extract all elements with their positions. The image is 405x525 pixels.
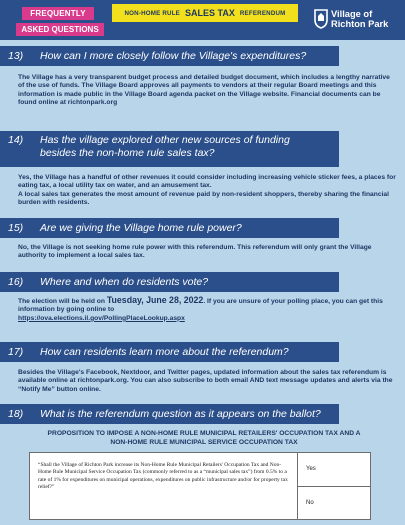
village-logo-icon [314,9,328,29]
title-main: SALES TAX [185,8,235,18]
polling-place-link[interactable]: https://ova.elections.il.gov/PollingPlaceLookup.aspx [18,314,185,322]
ballot-question: “Shall the Village of Richton Park increase its Non-Home Rule Municipal Retailers' Occupation Tax and Non-Home Rule Municipal Service Occupation Tax (commonly referred to as a “municipal sales tax”) from 0.5% to a rate of 1% for expenditures on municipal operations, expenditures on public infrastructure and/or for property tax relief?” [30,453,298,519]
question-16: 16) Where and when do residents vote? [0,272,339,292]
title-left: NON-HOME RULE [124,9,181,17]
answer-16-post: . If you are unsure of your polling place, you can get this information by going online to [18,298,383,314]
proposition-heading [14,430,394,447]
election-date: Tuesday, June 28, 2022 [106,295,204,305]
question-15: 15) Are we giving the Village home rule power? [0,218,339,238]
answer-16 [18,296,398,323]
question-14: 14) Has the village explored other new sources of funding besides the non-home rule sales tax? [0,131,339,167]
question-17: 17) How can residents learn more about the referendum? [0,342,339,362]
question-17-text: How can residents learn more about the referendum? [40,345,289,358]
question-18: 18) What is the referendum question as it appears on the ballot? [0,404,339,424]
answer-14-p1: Yes, the Village has a handful of other revenues it could consider including increasing vehicle sticker fees, a places for eating tax, a local utility tax on water, and an amusement tax. [18,174,396,190]
ballot-option-no: No [306,499,314,506]
logo-line1: Village of [331,9,373,19]
answer-14-p2: A local sales tax generates the most amount of revenue paid by non-resident shoppers, thereby sharing the financial burden with residents. [18,190,389,207]
question-14-line2: besides the non-home rule sales tax? [40,147,215,159]
ballot-option-yes: Yes [298,453,370,487]
proposition-line2: NON-HOME RULE MUNICIPAL SERVICE OCCUPATION TAX [110,438,298,446]
page-header [0,0,405,40]
question-14-line1: Has the village explored other new sources of funding [40,134,290,146]
faq-badge-line1: FREQUENTLY [22,7,94,20]
answer-16-pre: The election will be held on [18,298,107,305]
ballot-box [29,452,371,520]
ballot-options [298,453,370,519]
answer-15: No, the Village is not seeking home rule power with this referendum. This referendum will only grant the Village authority to implement a local sales tax. [18,244,372,260]
question-13-text: How can I more closely follow the Village's expenditures? [40,49,307,62]
proposition-line1: PROPOSITION TO IMPOSE A NON-HOME RULE MUNICIPAL RETAILERS' OCCUPATION TAX AND A [47,430,361,437]
title-banner [112,4,298,22]
question-13: 13) How can I more closely follow the Village's expenditures? [0,46,339,66]
answer-17: Besides the Village's Facebook, Nextdoor, and Twitter pages, updated information about the sales tax referendum is available online at richtonpark.org. You can also subscribe to both email AND text message updates and alerts via the “Notify Me” button online. [18,369,393,393]
question-16-text: Where and when do residents vote? [40,275,209,288]
answer-14 [18,174,398,208]
question-15-text: Are we giving the Village home rule power? [40,221,242,234]
faq-badge-line2: ASKED QUESTIONS [16,23,104,36]
answer-13: The Village has a very transparent budget process and detailed budget document, which includes a lengthy narrative of the use of funds. The Village Board approves all payments to vendors at their regular Board meetings and this information is made public in the Village Board agenda packet on the Village website. Financial documents can be found online at richtonpark.org [18,74,390,107]
logo-line2: Richton Park [331,19,389,29]
title-right: REFERENDUM [239,9,286,17]
village-logo [314,3,402,35]
question-18-text: What is the referendum question as it appears on the ballot? [40,407,321,420]
